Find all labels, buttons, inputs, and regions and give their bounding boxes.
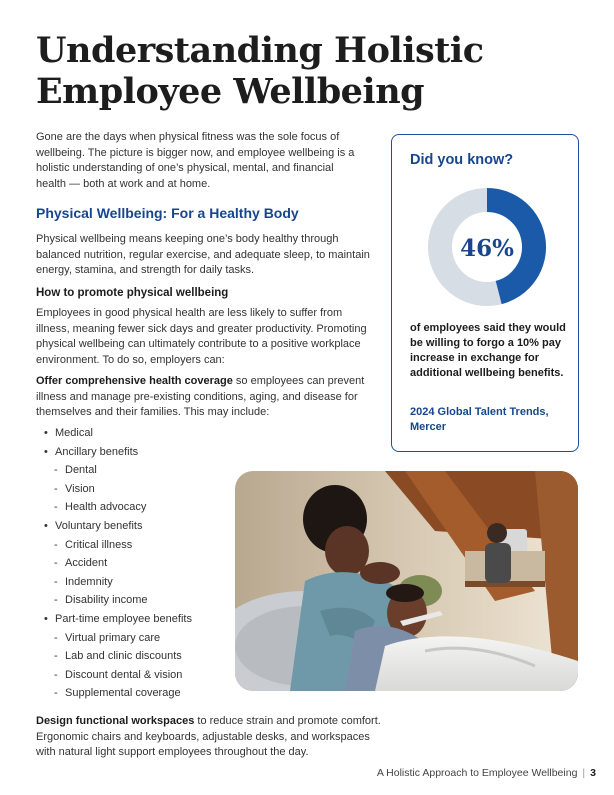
title-line-1: Understanding Holistic	[36, 30, 484, 71]
benefit-label: Discount dental & vision	[65, 668, 183, 681]
benefits-list	[44, 424, 192, 703]
benefit-list-item	[44, 610, 192, 629]
benefit-label: Lab and clinic discounts	[65, 650, 182, 663]
card-source: 2024 Global Talent Trends, Mercer	[410, 406, 549, 433]
promote-paragraph: Employees in good physical health are less likely to suffer from illness, meaning fewer sick days and greater productivity. Promoting physical wellbeing can ultimately contribute to a positive workplace environment. To do so, employers can:	[36, 307, 367, 366]
photo-illustration	[235, 471, 578, 691]
did-you-know-card	[391, 134, 579, 452]
bullet-marker: •	[44, 427, 48, 439]
benefit-label: Accident	[65, 557, 108, 570]
benefit-list-item	[44, 554, 192, 573]
workspace-text: to reduce strain and promote comfort. Ergonomic chairs and keyboards, adjustable desks, and workspaces with natural light support employees throughout the day.	[36, 715, 381, 758]
page-title	[36, 30, 506, 112]
benefit-label: Disability income	[65, 594, 148, 607]
benefit-list-item	[44, 647, 192, 666]
coverage-paragraph	[36, 374, 376, 421]
dash-marker: -	[54, 631, 58, 644]
benefit-label: Ancillary benefits	[55, 445, 139, 458]
benefit-list-item	[44, 591, 192, 610]
physical-wellbeing-paragraph: Physical wellbeing means keeping one’s body healthy through balanced nutrition, regular exercise, and adequate sleep, to maintain energy, stamina, and strength for daily tasks.	[36, 233, 370, 276]
footer-title: A Holistic Approach to Employee Wellbeing	[376, 767, 578, 779]
photo-mother-child	[235, 471, 578, 691]
dash-marker: -	[54, 687, 58, 700]
benefit-label: Indemnity	[65, 575, 113, 588]
benefit-list-item	[44, 629, 192, 648]
footer-separator: |	[582, 767, 586, 779]
benefit-list-item	[44, 461, 192, 480]
benefit-label: Supplemental coverage	[65, 687, 181, 700]
benefit-label: Critical illness	[65, 538, 133, 551]
title-line-2: Employee Wellbeing	[36, 71, 425, 112]
dash-marker: -	[54, 538, 58, 551]
bullet-marker: •	[44, 612, 48, 625]
benefit-list-item	[44, 443, 192, 462]
page-number: 3	[590, 767, 596, 779]
benefit-label: Dental	[65, 464, 97, 477]
bullet-marker: •	[44, 445, 48, 458]
physical-wellbeing-heading: Physical Wellbeing: For a Healthy Body	[36, 205, 299, 221]
coverage-text: so employees can prevent illness and manage pre-existing conditions, aging, and disease for themselves and their families. This may include:	[36, 375, 365, 418]
benefit-list-item	[44, 498, 192, 517]
dash-marker: -	[54, 501, 58, 514]
page-footer	[377, 767, 596, 779]
promote-subheading: How to promote physical wellbeing	[36, 287, 229, 299]
percentage-donut	[428, 188, 546, 306]
bullet-marker: •	[44, 519, 48, 532]
dash-marker: -	[54, 650, 58, 663]
dash-marker: -	[54, 668, 58, 681]
benefit-list-item	[44, 684, 192, 703]
dash-marker: -	[54, 575, 58, 588]
workspace-bold: Design functional workspaces	[36, 715, 195, 727]
benefit-label: Medical	[55, 427, 93, 439]
benefit-label: Voluntary benefits	[55, 519, 143, 532]
benefit-list-item	[44, 424, 192, 443]
benefit-label: Part-time employee benefits	[55, 612, 192, 625]
benefit-label: Health advocacy	[65, 501, 147, 514]
dash-marker: -	[54, 594, 58, 607]
benefit-label: Vision	[65, 482, 95, 495]
donut-label: 46%	[460, 235, 514, 262]
intro-paragraph: Gone are the days when physical fitness was the sole focus of wellbeing. The picture is bigger now, and employee wellbeing is a holistic understanding of one’s physical, mental, and financial health — both at work and at home.	[36, 131, 355, 190]
benefit-list-item	[44, 480, 192, 499]
card-title: Did you know?	[410, 152, 514, 168]
benefit-list-item	[44, 517, 192, 536]
card-statistic-text: of employees said they would be willing to forgo a 10% pay increase in exchange for additional wellbeing benefits.	[410, 322, 566, 379]
dash-marker: -	[54, 557, 58, 570]
benefit-list-item	[44, 536, 192, 555]
workspace-paragraph	[36, 714, 386, 761]
dash-marker: -	[54, 482, 58, 495]
benefit-label: Virtual primary care	[65, 631, 161, 644]
benefit-list-item	[44, 573, 192, 592]
benefit-list-item	[44, 666, 192, 685]
coverage-bold: Offer comprehensive health coverage	[36, 375, 233, 387]
dash-marker: -	[54, 464, 58, 477]
